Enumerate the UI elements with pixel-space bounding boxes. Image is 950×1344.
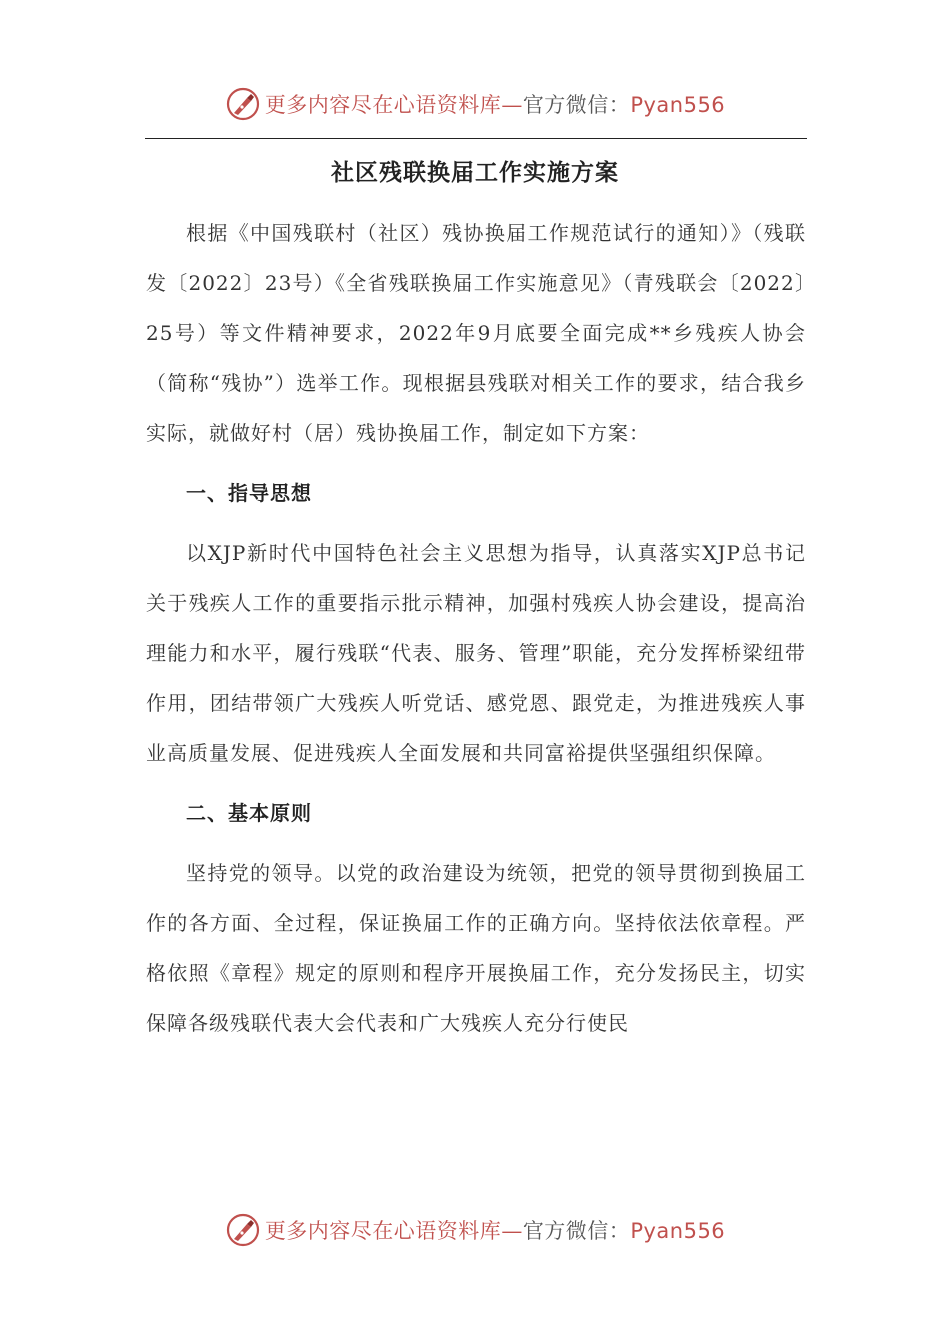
watermark-text — [265, 89, 725, 119]
document-body — [146, 208, 806, 1048]
watermark-brand: 更多内容尽在心语资料库 — [264, 93, 502, 117]
watermark-id: Pyan556 — [630, 93, 726, 117]
footer-watermark — [0, 1210, 950, 1250]
watermark-brand: 更多内容尽在心语资料库 — [264, 1219, 502, 1243]
watermark-id: Pyan556 — [630, 1219, 726, 1243]
watermark-label: 官方微信： — [522, 93, 631, 117]
document-title: 社区残联换届工作实施方案 — [331, 159, 619, 186]
pen-nib-logo-icon — [225, 1212, 261, 1248]
watermark-separator: — — [501, 1219, 523, 1243]
header-rule — [145, 138, 807, 139]
header-watermark — [0, 84, 950, 124]
section-heading-guiding-ideology: 一、指导思想 — [186, 481, 312, 505]
section-heading-basic-principles: 二、基本原则 — [186, 801, 312, 825]
intro-paragraph: 根据《中国残联村（社区）残协换届工作规范试行的通知）》（残联发〔2022〕23号）《全省残联换届工作实施意见》（青残联会〔2022〕25号）等文件精神要求，2022年9月底要全面完成**乡残疾人协会（简称“残协”）选举工作。现根据县残联对相关工作的要求，结合我乡实际，就做好村（居）残协换届工作，制定如下方案： — [146, 221, 806, 445]
section-paragraph-basic-principles: 坚持党的领导。以党的政治建设为统领，把党的领导贯彻到换届工作的各方面、全过程，保证换届工作的正确方向。坚持依法依章程。严格依照《章程》规定的原则和程序开展换届工作，充分发扬民主，切实保障各级残联代表大会代表和广大残疾人充分行使民 — [146, 861, 806, 1035]
watermark-separator: — — [501, 93, 523, 117]
pen-nib-logo-icon — [225, 86, 261, 122]
watermark-label: 官方微信： — [522, 1219, 631, 1243]
section-paragraph-guiding-ideology: 以XJP新时代中国特色社会主义思想为指导，认真落实XJP总书记关于残疾人工作的重要指示批示精神，加强村残疾人协会建设，提高治理能力和水平，履行残联“代表、服务、管理”职能，充分发挥桥梁纽带作用，团结带领广大残疾人听党话、感党恩、跟党走，为推进残疾人事业高质量发展、促进残疾人全面发展和共同富裕提供坚强组织保障。 — [146, 541, 806, 765]
watermark-text — [265, 1215, 725, 1245]
